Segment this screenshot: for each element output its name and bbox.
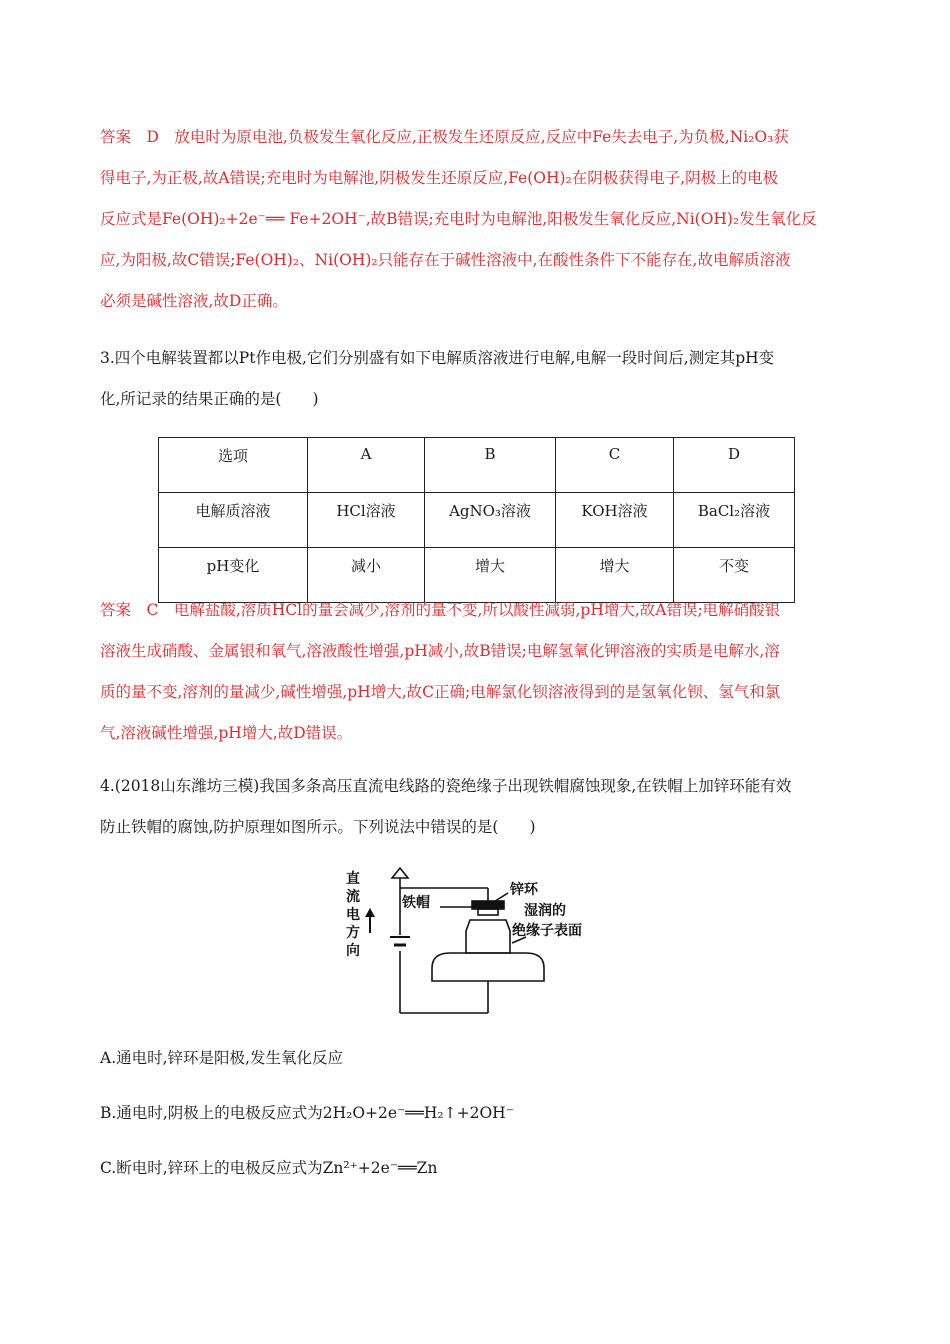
answer-2-line: 得电子,为正极,故A错误;充电时为电解池,阴极发生还原反应,Fe(OH)₂在阴极获得电子,阴极上的电极 xyxy=(100,169,779,187)
answer-3 xyxy=(100,590,852,754)
table-cell: C xyxy=(556,438,674,493)
option-a: A.通电时,锌环是阳极,发生氧化反应 xyxy=(100,1049,343,1067)
direction-label-char: 直 xyxy=(346,871,360,887)
option-b: B.通电时,阴极上的电极反应式为2H₂O+2e⁻══H₂↑+2OH⁻ xyxy=(100,1104,514,1122)
question-4-line: 防止铁帽的腐蚀,防护原理如图所示。下列说法中错误的是( ) xyxy=(100,818,536,836)
question-3 xyxy=(100,338,852,420)
table-cell: KOH溶液 xyxy=(556,493,674,548)
question-3-line: 3.四个电解装置都以Pt作电极,它们分别盛有如下电解质溶液进行电解,电解一段时间后,测定其pH变 xyxy=(100,349,775,367)
table-cell: pH变化 xyxy=(159,548,308,603)
table-cell: HCl溶液 xyxy=(308,493,425,548)
answer-3-line: 答案 C 电解盐酸,溶质HCl的量会减少,溶剂的量不变,所以酸性减弱,pH增大,故A错误;电解硝酸银 xyxy=(100,601,781,619)
answer-3-line: 气,溶液碱性增强,pH增大,故D错误。 xyxy=(100,724,353,742)
surface-label-2: 绝缘子表面 xyxy=(512,923,582,939)
surface-label-1: 湿润的 xyxy=(524,903,566,919)
answer-2-line: 反应式是Fe(OH)₂+2e⁻══ Fe+2OH⁻,故B错误;充电时为电解池,阳极发生氧化反应,Ni(OH)₂发生氧化反 xyxy=(100,210,817,228)
question-4 xyxy=(100,766,852,848)
answer-2 xyxy=(100,117,852,322)
table-cell: BaCl₂溶液 xyxy=(674,493,795,548)
table-row xyxy=(159,438,795,493)
question-4-line: 4.(2018山东潍坊三模)我国多条高压直流电线路的瓷绝缘子出现铁帽腐蚀现象,在铁帽上加锌环能有效 xyxy=(100,777,792,795)
insulator-diagram xyxy=(340,863,610,1018)
table-row xyxy=(159,493,795,548)
insulator-diagram-svg xyxy=(340,863,610,1018)
direction-label-char: 方 xyxy=(346,925,360,941)
table-cell: D xyxy=(674,438,795,493)
table-cell: 减小 xyxy=(308,548,425,603)
table-cell: 不变 xyxy=(674,548,795,603)
table-cell: 选项 xyxy=(159,438,308,493)
table-cell: A xyxy=(308,438,425,493)
up-arrow-icon xyxy=(365,908,375,933)
table-cell: B xyxy=(425,438,556,493)
answer-3-line: 质的量不变,溶剂的量减少,碱性增强,pH增大,故C正确;电解氯化钡溶液得到的是氢氧化钡、氢气和氯 xyxy=(100,683,781,701)
table-cell: 增大 xyxy=(425,548,556,603)
option-c: C.断电时,锌环上的电极反应式为Zn²⁺+2e⁻══Zn xyxy=(100,1159,438,1177)
answer-2-line: 应,为阳极,故C错误;Fe(OH)₂、Ni(OH)₂只能存在于碱性溶液中,在酸性条件下不能存在,故电解质溶液 xyxy=(100,251,791,269)
table-cell: 增大 xyxy=(556,548,674,603)
options-table xyxy=(158,437,795,603)
table-cell: AgNO₃溶液 xyxy=(425,493,556,548)
zinc-ring-label: 锌环 xyxy=(510,882,538,898)
iron-cap-label: 铁帽 xyxy=(402,895,430,911)
direction-label-char: 向 xyxy=(346,943,360,959)
answer-3-line: 溶液生成硝酸、金属银和氧气,溶液酸性增强,pH减小,故B错误;电解氢氧化钾溶液的实质是电解水,溶 xyxy=(100,642,780,660)
direction-label-char: 电 xyxy=(346,907,360,923)
answer-2-line: 答案 D 放电时为原电池,负极发生氧化反应,正极发生还原反应,反应中Fe失去电子,为负极,Ni₂O₃获 xyxy=(100,128,789,146)
question-3-line: 化,所记录的结果正确的是( ) xyxy=(100,390,319,408)
direction-label-char: 流 xyxy=(346,889,360,905)
answer-2-line: 必须是碱性溶液,故D正确。 xyxy=(100,292,288,310)
table-cell: 电解质溶液 xyxy=(159,493,308,548)
